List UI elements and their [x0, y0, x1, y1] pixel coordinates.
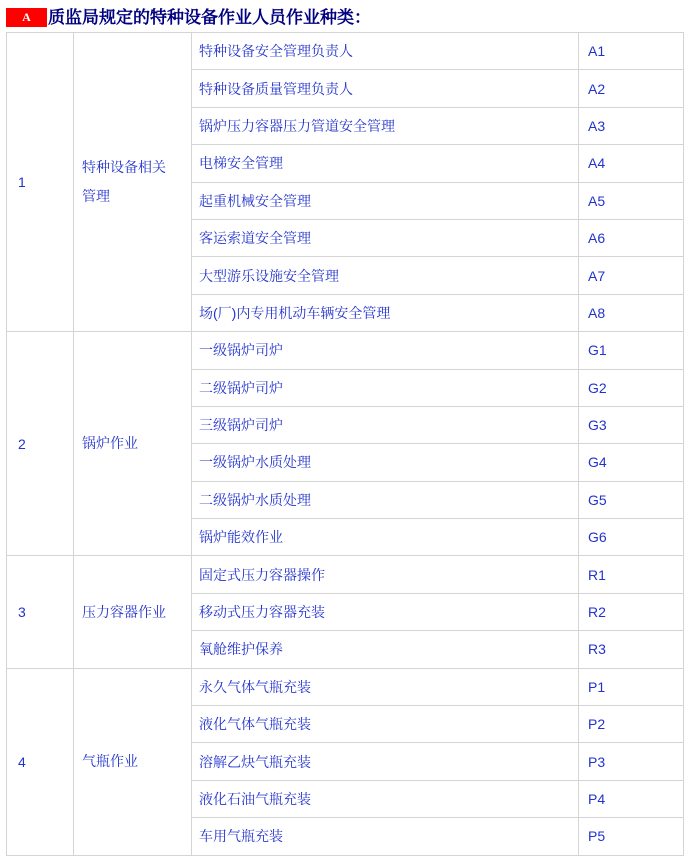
table-row [7, 556, 684, 593]
item-name-cell: 大型游乐设施安全管理 [192, 257, 579, 294]
item-code-cell: A2 [579, 70, 684, 107]
item-code-cell: A5 [579, 182, 684, 219]
group-category-label: 锅炉作业 [82, 435, 138, 452]
item-code-cell: P2 [579, 706, 684, 743]
group-number-cell: 1 [7, 33, 74, 332]
group-category-label: 气瓶作业 [82, 753, 138, 770]
section-badge: A [6, 8, 47, 27]
item-code-cell: R3 [579, 631, 684, 668]
item-name-cell: 固定式压力容器操作 [192, 556, 579, 593]
item-code-cell: G2 [579, 369, 684, 406]
item-name-cell: 电梯安全管理 [192, 145, 579, 182]
group-number-cell: 2 [7, 332, 74, 556]
item-code-cell: A4 [579, 145, 684, 182]
item-name-cell: 一级锅炉水质处理 [192, 444, 579, 481]
item-name-cell: 二级锅炉司炉 [192, 369, 579, 406]
item-name-cell: 三级锅炉司炉 [192, 406, 579, 443]
item-code-cell: G4 [579, 444, 684, 481]
item-name-cell: 移动式压力容器充装 [192, 593, 579, 630]
table-row [7, 668, 684, 705]
group-category-cell [74, 556, 192, 668]
group-number-cell: 3 [7, 556, 74, 668]
table-body [7, 33, 684, 856]
item-name-cell: 场(厂)内专用机动车辆安全管理 [192, 294, 579, 331]
item-name-cell: 车用气瓶充装 [192, 818, 579, 855]
item-code-cell: P4 [579, 780, 684, 817]
item-code-cell: G3 [579, 406, 684, 443]
group-category-cell [74, 668, 192, 855]
table-row [7, 33, 684, 70]
item-code-cell: G6 [579, 519, 684, 556]
page-header [6, 8, 689, 27]
item-name-cell: 特种设备质量管理负责人 [192, 70, 579, 107]
group-category-cell [74, 33, 192, 332]
group-number-cell: 4 [7, 668, 74, 855]
group-category-label: 特种设备相关管理 [82, 159, 166, 205]
item-name-cell: 锅炉压力容器压力管道安全管理 [192, 107, 579, 144]
page-title: 质监局规定的特种设备作业人员作业种类： [48, 8, 371, 27]
group-category-cell [74, 332, 192, 556]
item-code-cell: P1 [579, 668, 684, 705]
item-code-cell: A3 [579, 107, 684, 144]
item-code-cell: A8 [579, 294, 684, 331]
item-name-cell: 液化气体气瓶充装 [192, 706, 579, 743]
item-code-cell: A6 [579, 219, 684, 256]
item-name-cell: 特种设备安全管理负责人 [192, 33, 579, 70]
categories-table [6, 32, 684, 856]
item-code-cell: A7 [579, 257, 684, 294]
item-name-cell: 起重机械安全管理 [192, 182, 579, 219]
item-code-cell: P5 [579, 818, 684, 855]
group-category-label: 压力容器作业 [82, 603, 166, 620]
item-code-cell: R1 [579, 556, 684, 593]
item-name-cell: 液化石油气瓶充装 [192, 780, 579, 817]
item-name-cell: 锅炉能效作业 [192, 519, 579, 556]
item-name-cell: 二级锅炉水质处理 [192, 481, 579, 518]
item-name-cell: 氧舱维护保养 [192, 631, 579, 668]
item-code-cell: P3 [579, 743, 684, 780]
item-name-cell: 永久气体气瓶充装 [192, 668, 579, 705]
item-name-cell: 一级锅炉司炉 [192, 332, 579, 369]
item-code-cell: A1 [579, 33, 684, 70]
item-name-cell: 客运索道安全管理 [192, 219, 579, 256]
item-code-cell: G5 [579, 481, 684, 518]
item-code-cell: R2 [579, 593, 684, 630]
item-name-cell: 溶解乙炔气瓶充装 [192, 743, 579, 780]
item-code-cell: G1 [579, 332, 684, 369]
table-row [7, 332, 684, 369]
